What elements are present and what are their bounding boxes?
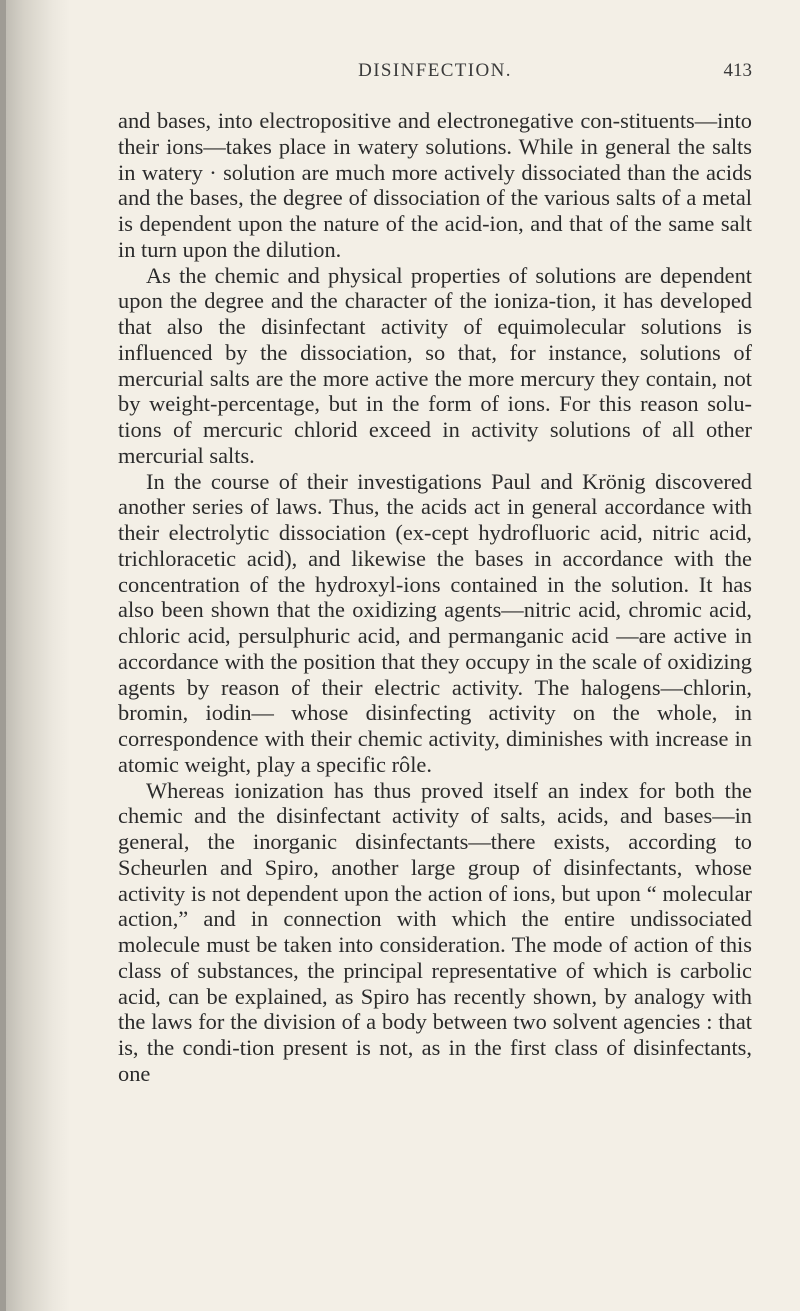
paragraph-2: As the chemic and physical properties of solutions are dependent upon the degree and the character of the ioniza-tion, it has developed that also the disinfectant activity of equimolecular solutions is influenced by the dissociation, so that, for instance, solutions of mercurial salts are the more active the more mercury they contain, not by weight-percentage, but in the form of ions. For this reason solu-tions of mercuric chlorid exceed in activity solutions of all other mercurial salts. bbox=[118, 262, 752, 468]
paragraph-4: Whereas ionization has thus proved itself an index for both the chemic and the disinfectant activity of salts, acids, and bases—in general, the inorganic disinfectants—there exists, according to Scheurlen and Spiro, another large group of disinfectants, whose activity is not dependent upon the action of ions, but upon “ molecular action,” and in connection with which the entire undissociated molecule must be taken into consideration. The mode of action of this class of substances, the principal representative of which is carbolic acid, can be explained, as Spiro has recently shown, by analogy with the laws for the division of a body between two solvent agencies : that is, the condi-tion present is not, as in the first class of disinfectants, one bbox=[118, 777, 752, 1086]
page-number: 413 bbox=[723, 60, 752, 81]
paragraph-3: In the course of their investigations Paul and Krönig discovered another series of laws. Thus, the acids act in general accordance with their electrolytic dissociation (ex-cept hydrofluoric acid, nitric acid, trichloracetic acid), and likewise the bases in accordance with the concentration of the hydroxyl-ions contained in the solution. It has also been shown that the oxidizing agents—nitric acid, chromic acid, chloric acid, persulphuric acid, and permanganic acid —are active in accordance with the position that they occupy in the scale of oxidizing agents by reason of their electric activity. The halogens—chlorin, bromin, iodin— whose disinfecting activity on the whole, in correspondence with their chemic activity, diminishes with increase in atomic weight, play a specific rôle. bbox=[118, 468, 752, 777]
page-edge bbox=[0, 0, 6, 1311]
body-text bbox=[118, 108, 752, 1087]
running-head: DISINFECTION. bbox=[358, 60, 512, 81]
page-binding-shadow bbox=[0, 0, 70, 1311]
page-header bbox=[118, 60, 752, 90]
paragraph-1: and bases, into electropositive and electronegative con-stituents—into their ions—takes place in watery solutions. While in general the salts in watery · solution are much more actively dissociated than the acids and the bases, the degree of dissociation of the various salts of a metal is dependent upon the nature of the acid-ion, and that of the same salt in turn upon the dilution. bbox=[118, 108, 752, 262]
